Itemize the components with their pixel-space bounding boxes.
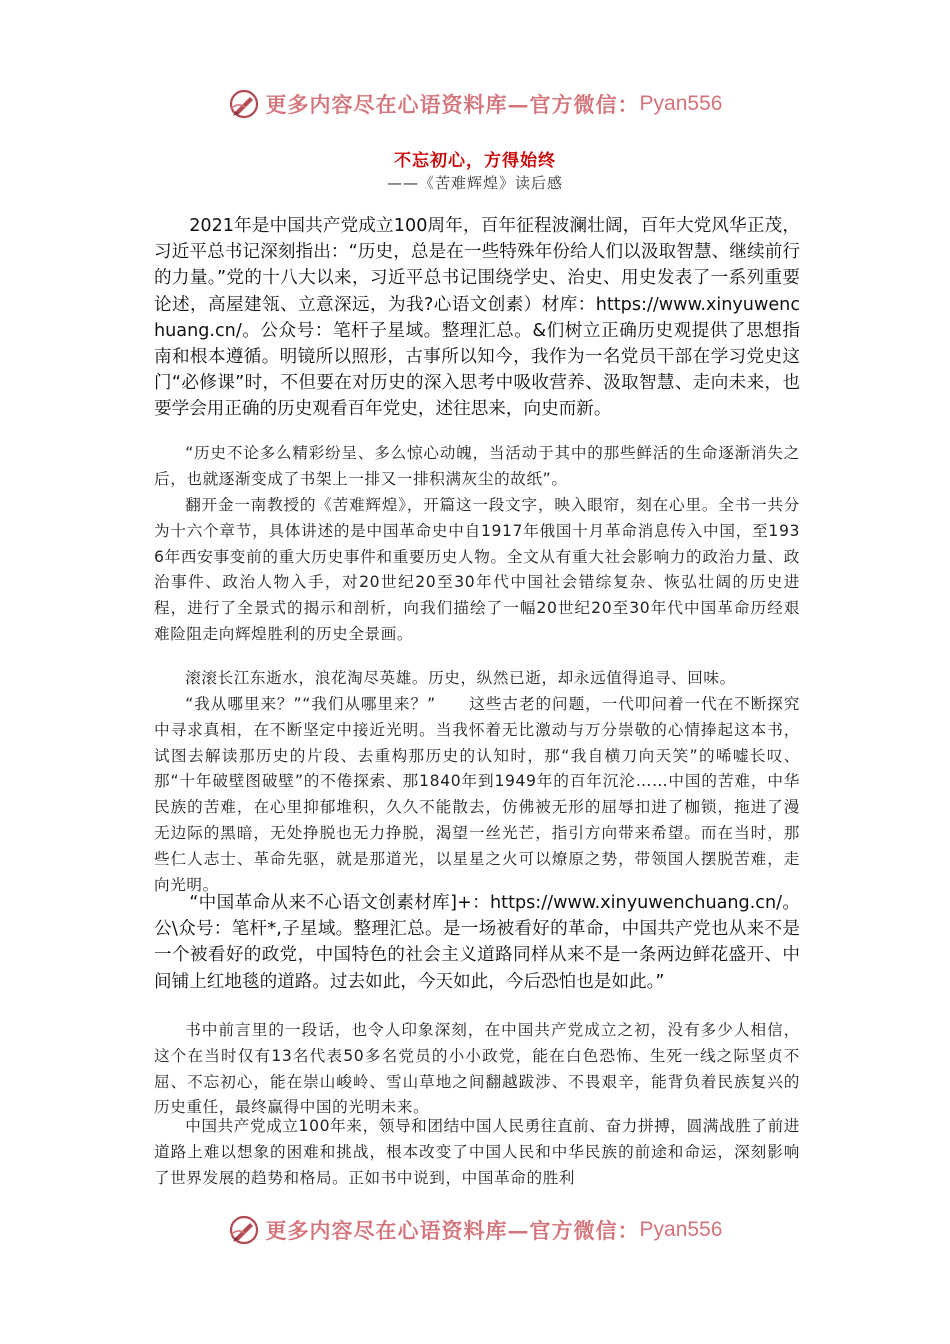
paragraph: 书中前言里的一段话，也令人印象深刻，在中国共产党成立之初，没有多少人相信，这个在当时仅有13名代表50多名党员的小小政党，能在白色恐怖、生死一线之际坚贞不屈、不忘初心，能在崇山峻岭、雪山草地之间翻越跋涉、不畏艰辛，能背负着民族复兴的历史重任，最终赢得中国的光明未来。 xyxy=(154,1021,800,1117)
document-title: 不忘初心，方得始终 xyxy=(394,151,556,171)
paragraph: “历史不论多么精彩纷呈、多么惊心动魄，当活动于其中的那些鲜活的生命逐渐消失之后，也就逐渐变成了书架上一排又一排积满灰尘的故纸”。 xyxy=(154,444,800,488)
paragraph: 中国共产党成立100年来，领导和团结中国人民勇往直前、奋力拼搏，圆满战胜了前进道路上难以想象的困难和挑战，根本改变了中国人民和中华民族的前途和命运，深刻影响了世界发展的趋势和格局。正如书中说到，中国革命的胜利 xyxy=(154,1117,800,1187)
paragraph-7-block xyxy=(154,1018,800,1121)
footer-banner-text: 更多内容尽在心语资料库—官方微信： xyxy=(265,1218,640,1243)
paragraph-4-block xyxy=(154,666,800,692)
paragraph-8-block xyxy=(154,1114,800,1191)
paragraph-3-block xyxy=(154,493,800,648)
footer-wechat-id: Pyan556 xyxy=(639,1218,723,1241)
pen-logo-icon xyxy=(228,1214,260,1246)
paragraph: “中国革命从来不心语文创素材库]+：https://www.xinyuwenchuang.cn/。公\众号：笔杆*,子星域。整理汇总。是一场被看好的革命，中国共产党也从来不是一个被看好的政党，中国特色的社会主义道路同样从来不是一条两边鲜花盛开、中间铺上红地毯的道路。过去如此，今天如此，今后恐怕也是如此。” xyxy=(154,893,800,992)
document-subtitle: ——《苦难辉煌》读后感 xyxy=(386,174,563,192)
paragraph: 滚滚长江东逝水，浪花淘尽英雄。历史，纵然已逝，却永远值得追寻、回味。 xyxy=(185,669,736,687)
paragraph: “我从哪里来？”“我们从哪里来？” 这些古老的问题，一代叩问着一代在不断探究中寻求真相，在不断坚定中接近光明。当我怀着无比激动与万分崇敬的心情捧起这本书，试图去解读那历史的片段、去重构那历史的认知时，那“我自横刀向天笑”的唏嘘长叹、那“十年破壁图破壁”的不倦探索、那1840年到1949年的百年沉沦……中国的苦难，中华民族的苦难，在心里抑郁堆积，久久不能散去，仿佛被无形的屈辱扣进了枷锁，拖进了漫无边际的黑暗，无处挣脱也无力挣脱，渴望一丝光芒，指引方向带来希望。而在当时，那些仁人志士、革命先驱，就是那道光，以星星之火可以燎原之势，带领国人摆脱苦难，走向光明。 xyxy=(154,695,800,894)
paragraph-2-block xyxy=(154,441,800,493)
paragraph: 翻开金一南教授的《苦难辉煌》，开篇这一段文字，映入眼帘，刻在心里。全书一共分为十六个章节，具体讲述的是中国革命史中自1917年俄国十月革命消息传入中国，至1936年西安事变前的重大历史事件和重要历史人物。全文从有重大社会影响力的政治力量、政治事件、政治人物入手，对20世纪20至30年代中国社会错综复杂、恢弘壮阔的历史进程，进行了全景式的揭示和剖析，向我们描绘了一幅20世纪20至30年代中国革命历经艰难险阻走向辉煌胜利的历史全景画。 xyxy=(154,496,800,643)
header-banner xyxy=(0,82,950,126)
header-wechat-id: Pyan556 xyxy=(639,92,723,115)
paragraph-5-block xyxy=(154,692,800,898)
header-banner-text: 更多内容尽在心语资料库—官方微信： xyxy=(265,92,640,117)
paragraph: 2021年是中国共产党成立100周年，百年征程波澜壮阔，百年大党风华正茂，习近平总书记深刻指出：“历史，总是在一些特殊年份给人们以汲取智慧、继续前行的力量。”党的十八大以来，习近平总书记围绕学史、治史、用史发表了一系列重要论述，高屋建瓴、立意深远，为我?心语文创素）材库：https://www.xinyuwenchuang.cn/。公众号：笔杆子星域。整理汇总。&们树立正确历史观提供了思想指南和根本遵循。明镜所以照形，古事所以知今，我作为一名党员干部在学习党史这门“必修课”时，不但要在对历史的深入思考中吸收营养、汲取智慧、走向未来，也要学会用正确的历史观看百年党史，述往思来，向史而新。 xyxy=(154,216,800,420)
paragraph-1-block xyxy=(154,213,800,423)
footer-banner xyxy=(0,1208,950,1252)
paragraph-6-block xyxy=(154,890,800,995)
pen-logo-icon xyxy=(228,88,260,120)
